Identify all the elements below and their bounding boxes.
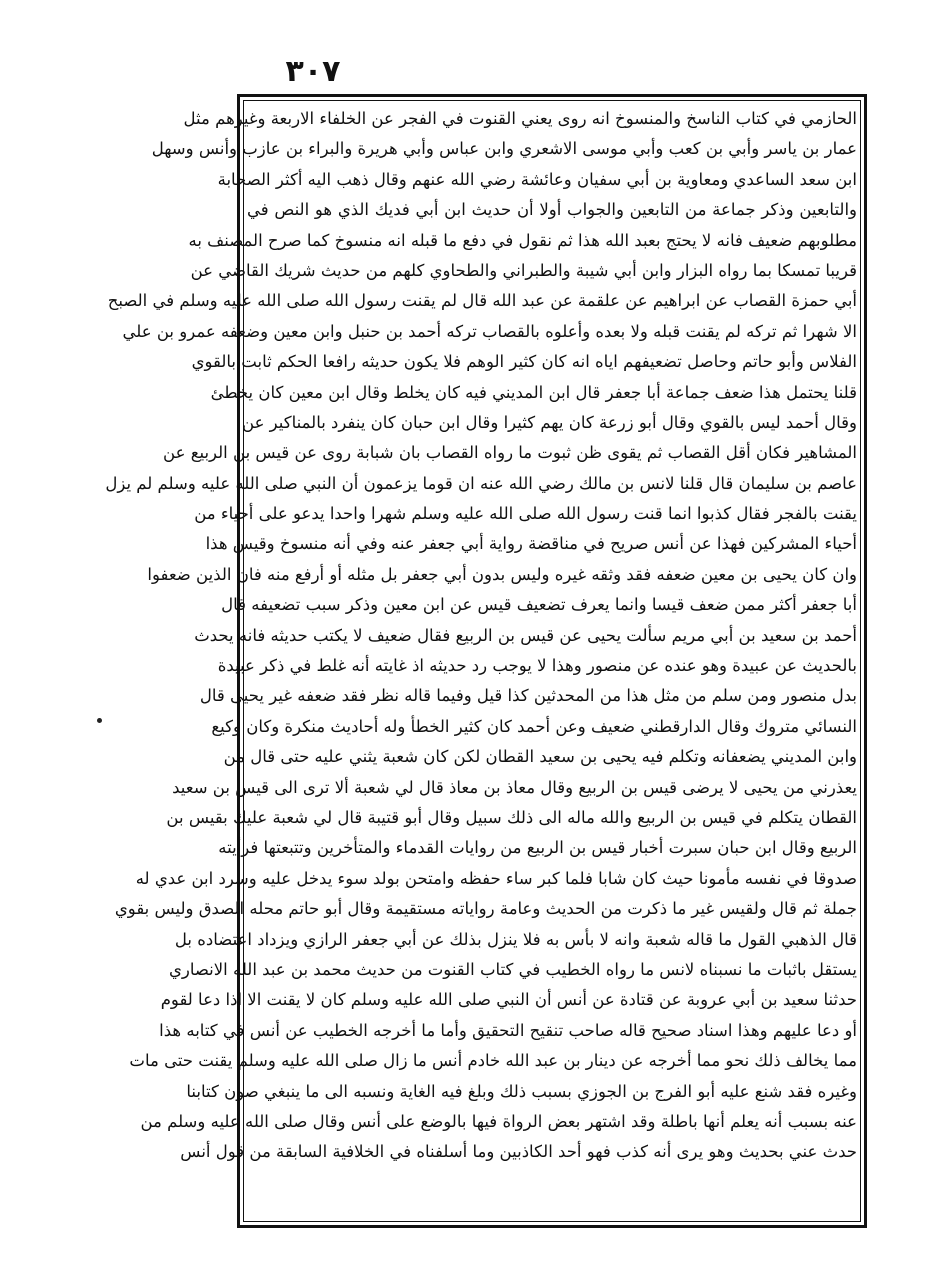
text-line: قريبا تمسكا بما رواه البزار وابن أبي شيبة والطبراني والطحاوي كلهم من حديث شريك القاضي عن xyxy=(190,260,857,280)
text-line: وقال أحمد ليس بالقوي وقال أبو زرعة كان يهم كثيرا وقال ابن حبان كان ينفرد بالمناكير عن xyxy=(242,412,857,432)
text-line: يعذرني من يحيى لا يرضى قيس بن الربيع وقال معاذ بن معاذ قال لي شعبة ألا ترى الى قيس بن سعيد xyxy=(172,777,857,797)
text-line: الحازمي في كتاب الناسخ والمنسوخ انه روى يعني القنوت في الفجر عن الخلفاء الاربعة وغيرهم مثل xyxy=(183,109,857,128)
text-line: مما يخالف ذلك نحو مما أخرجه عن دينار بن عبد الله خادم أنس ما زال صلى الله عليه وسلم يقنت حتى مات xyxy=(129,1051,857,1071)
text-line: المشاهير فكان أقل القصاب ثم يقوى ظن ثبوت ما رواه القصاب بان شبابة روى عن قيس بن الربيع عن xyxy=(163,443,857,463)
text-line: حدث عني بحديث وهو يرى أنه كذب فهو أحد الكاذبين وما أسلفناه في الخلافية السابقة من قول أنس xyxy=(180,1142,857,1162)
text-line: أحياء المشركين فهذا عن أنس صريح في مناقضة رواية أبي جعفر عنه وفي أنه منسوخ وقيس هذا xyxy=(205,534,857,554)
text-line: بدل منصور ومن سلم من مثل هذا من المحدثين كذا قيل وفيما قاله نظر فقد ضعفه غير يحيى قال xyxy=(199,686,857,706)
text-line: وان كان يحيى بن معين ضعفه فقد وثقه غيره وليس بدون أبي جعفر بل مثله أو أرفع منه فان الذين ضعفوا xyxy=(147,564,857,584)
text-line: جملة ثم قال ولقيس غير ما ذكرت من الحديث وعامة رواياته مستقيمة وقال أبو حاتم محله الصدق وليس بقوي xyxy=(114,899,857,919)
text-line: أبا جعفر أكثر ممن ضعف قيسا وانما يعرف تضعيف قيس عن ابن معين وذكر سبب تضعيفه قال xyxy=(221,595,857,615)
text-line: أحمد بن سعيد بن أبي مريم سألت يحيى عن قيس بن الربيع فقال ضعيف لا يكتب حديثه فانه يحدث xyxy=(194,625,857,645)
text-line: أو دعا عليهم وهذا اسناد صحيح قاله صاحب تنقيح التحقيق وأما ما أخرجه الخطيب عن أنس في كتابه هذا xyxy=(159,1020,857,1040)
text-line: وابن المديني يضعفانه وتكلم فيه يحيى بن سعيد القطان لكن كان شعبة يثني عليه حتى قال من xyxy=(223,747,857,767)
margin-dot xyxy=(97,718,102,723)
text-line: والتابعين وذكر جماعة من التابعين والجواب أولا أن حديث ابن أبي فديك الذي هو النص في xyxy=(247,200,857,220)
text-line: بالحديث عن عبيدة وهو عنده عن منصور وهذا لا يوجب رد حديثه اذ غايته أنه غلط في ذكر عبيدة xyxy=(217,656,857,676)
text-line: قلنا يحتمل هذا ضعف جماعة أبا جعفر قال ابن المديني فيه كان يخلط وقال ابن معين كان يخطئ xyxy=(210,382,857,402)
text-line: عاصم بن سليمان قال قلنا لانس بن مالك رضي الله عنه ان قوما يزعمون أن النبي صلى الله عليه وسلم لم يزل xyxy=(105,473,857,493)
text-line: يستقل باثبات ما نسبناه لانس ما رواه الخطيب في كتاب القنوت من حديث محمد بن عبد الله الانصاري xyxy=(168,959,857,979)
text-line: قال الذهبي القول ما قاله شعبة وانه لا بأس به فلا ينزل بذلك عن أبي جعفر الرازي ويزداد اعتضاده بل xyxy=(174,929,857,949)
text-line: النسائي متروك وقال الدارقطني ضعيف وعن أحمد كان كثير الخطأ وله أحاديث منكرة وكان وكيع xyxy=(211,716,857,736)
page-number: ٣٠٧ xyxy=(285,54,341,89)
text-line: ابن سعد الساعدي ومعاوية بن أبي سفيان وعائشة رضي الله عنهم وقال ذهب اليه أكثر الصحابة xyxy=(217,169,857,189)
text-line: عنه بسبب أنه يعلم أنها باطلة وقد اشتهر بعض الرواة فيها بالوضع على أنس وقال صلى الله عليه وسلم من xyxy=(140,1111,857,1131)
text-line: الربيع وقال ابن حبان سبرت أخبار قيس بن الربيع من روايات القدماء والمتأخرين وتتبعتها فرأيته xyxy=(218,838,857,858)
text-line: القطان يتكلم في قيس بن الربيع والله ماله الى ذلك سبيل وقال أبو قتيبة قال لي شعبة عليك بقيس بن xyxy=(166,807,857,827)
text-line: عمار بن ياسر وأبي بن كعب وأبي موسى الاشعري وابن عباس وأبي هريرة والبراء بن عازب وأنس وسهل xyxy=(151,139,857,159)
text-line: صدوقا في نفسه مأمونا حيث كان شابا فلما كبر ساء حفظه وامتحن بولد سوء يدخل عليه وسرد ابن عدي له xyxy=(135,868,857,888)
text-line: الفلاس وأبو حاتم وحاصل تضعيفهم اياه انه كان كثير الوهم فلا يكون حديثه رافعا الحكم ثابت بالقوي xyxy=(191,352,857,372)
text-line: يقنت بالفجر فقال كذبوا انما قنت رسول الله صلى الله عليه وسلم شهرا واحدا يدعو على أحياء من xyxy=(194,504,857,524)
text-line: الا شهرا ثم تركه لم يقنت قبله ولا بعده وأعلوه بالقصاب تركه أحمد بن حنبل وابن معين وضعفه عمرو بن علي xyxy=(122,321,857,341)
text-line: مطلوبهم ضعيف فانه لا يحتج بعبد الله هذا ثم نقول في دفع ما قبله انه منسوخ كما صرح المصنف به xyxy=(188,230,857,250)
text-line: حدثنا سعيد بن أبي عروبة عن قتادة عن أنس أن النبي صلى الله عليه وسلم كان لا يقنت الا اذا دعا لقوم xyxy=(160,990,857,1010)
text-line: وغيره فقد شنع عليه أبو الفرج بن الجوزي بسبب ذلك وبلغ فيه الغاية ونسبه الى ما ينبغي صون كتابنا xyxy=(186,1081,857,1101)
text-body xyxy=(105,104,857,1168)
text-line: أبي حمزة القصاب عن ابراهيم عن علقمة عن عبد الله قال لم يقنت رسول الله صلى الله عليه وسلم في الصبح xyxy=(107,291,857,311)
